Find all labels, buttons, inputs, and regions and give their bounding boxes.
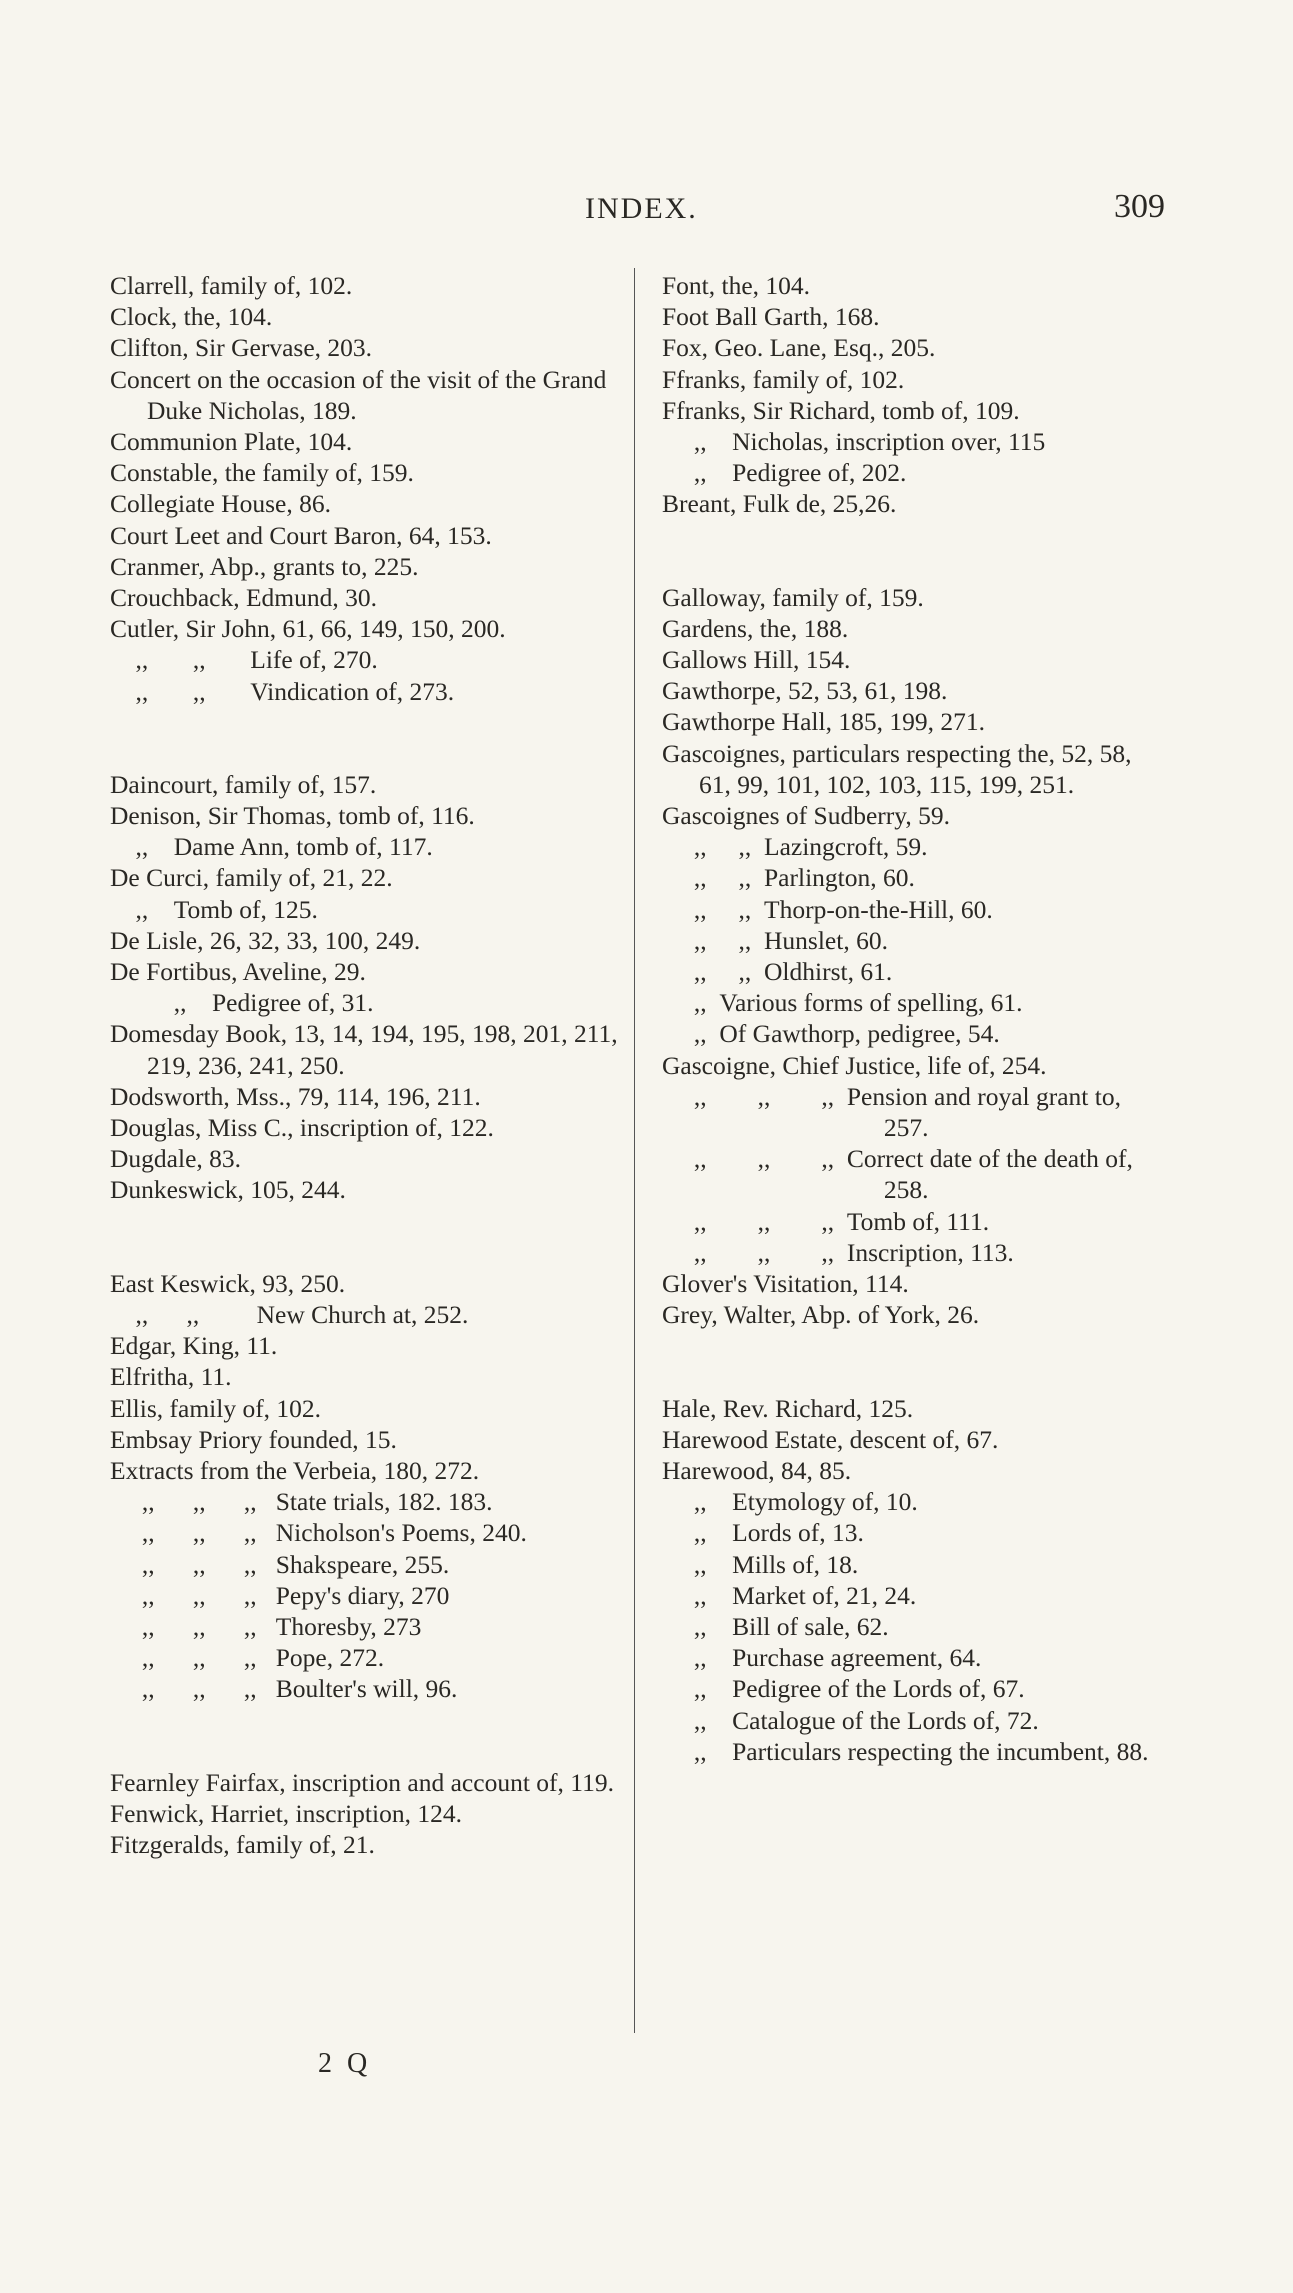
index-entry: Cutler, Sir John, 61, 66, 149, 150, 200. (110, 614, 506, 644)
index-entry (662, 987, 1162, 1018)
entry-text: Particulars respecting the incumbent, 88. (732, 1736, 1149, 1766)
index-entry (110, 1549, 625, 1580)
signature-mark: 2 Q (318, 2048, 372, 2079)
ditto-marks: ,, (110, 894, 174, 924)
ditto-marks: ,, (662, 427, 733, 457)
index-entry: Embsay Priory founded, 15. (110, 1424, 397, 1454)
index-entry: Gawthorpe, 52, 53, 61, 198. (662, 676, 948, 706)
index-entry (662, 1705, 1162, 1736)
index-entry: Hale, Rev. Richard, 125. (662, 1393, 914, 1423)
entry-text: Mills of, 18. (732, 1549, 859, 1579)
index-entry: Court Leet and Court Baron, 64, 153. (110, 520, 492, 550)
entry-text: New Church at, 252. (256, 1299, 469, 1329)
index-entry: De Curci, family of, 21, 22. (110, 863, 393, 893)
index-entry (662, 1611, 1162, 1642)
index-entry: Fitzgeralds, family of, 21. (110, 1829, 375, 1859)
index-entry (662, 1549, 1162, 1580)
ditto-marks: ,, (662, 1674, 733, 1704)
entry-text: Catalogue of the Lords of, 72. (732, 1705, 1039, 1735)
page-title: INDEX. (585, 192, 698, 225)
index-entry (110, 1517, 625, 1548)
entry-text: Of Gawthorp, pedigree, 54. (719, 1019, 1000, 1049)
section-gap (662, 520, 1162, 582)
index-entry: East Keswick, 93, 250. (110, 1268, 346, 1298)
ditto-marks: ,, ,, (110, 645, 251, 675)
ditto-marks: ,, (662, 1518, 733, 1548)
index-entry: Fenwick, Harriet, inscription, 124. (110, 1798, 462, 1828)
section-gap (110, 1206, 625, 1268)
index-entry (662, 1143, 1162, 1205)
ditto-marks: ,, ,, ,, (110, 1580, 276, 1610)
index-entry (110, 894, 625, 925)
ditto-marks: ,, ,, ,, (110, 1611, 276, 1641)
index-entry (662, 956, 1162, 987)
index-entry: Galloway, family of, 159. (662, 582, 924, 612)
ditto-marks: ,, (662, 1736, 733, 1766)
index-entry: Breant, Fulk de, 25,26. (662, 489, 897, 519)
entry-text: Pedigree of, 202. (732, 458, 907, 488)
entry-text: Various forms of spelling, 61. (719, 988, 1023, 1018)
index-entry: Dodsworth, Mss., 79, 114, 196, 211. (110, 1081, 481, 1111)
index-entry (662, 1580, 1162, 1611)
ditto-marks: ,, (662, 1611, 733, 1641)
index-entry (662, 831, 1162, 862)
index-entry: Gardens, the, 188. (662, 613, 849, 643)
index-entry: Clarrell, family of, 102. (110, 271, 353, 300)
ditto-marks: ,, ,, (662, 863, 764, 893)
ditto-marks: ,, ,, (662, 894, 764, 924)
ditto-marks: ,, (662, 1643, 733, 1673)
entry-text: Correct date of the death of, 258. (846, 1144, 1133, 1205)
index-entry: Elfritha, 11. (110, 1362, 232, 1392)
entry-text: Purchase agreement, 64. (732, 1643, 982, 1673)
entry-text: Etymology of, 10. (732, 1487, 918, 1517)
ditto-marks: ,, ,, (110, 1299, 257, 1329)
ditto-marks: ,, ,, ,, (662, 1206, 847, 1236)
index-entry: Daincourt, family of, 157. (110, 769, 377, 799)
index-entry (662, 925, 1162, 956)
ditto-marks: ,, (662, 1549, 733, 1579)
page-header (110, 188, 1165, 232)
entry-text: Thoresby, 273 (275, 1611, 422, 1641)
index-entry: Cranmer, Abp., grants to, 225. (110, 551, 419, 581)
index-entry: Ellis, family of, 102. (110, 1393, 322, 1423)
index-entry: Dunkeswick, 105, 244. (110, 1175, 346, 1205)
index-entry: Gawthorpe Hall, 185, 199, 271. (662, 707, 985, 737)
index-column-left (110, 270, 625, 1860)
index-entry: Domesday Book, 13, 14, 194, 195, 198, 201, 211, 219, 236, 241, 250. (110, 1019, 618, 1080)
entry-text: Lazingcroft, 59. (764, 832, 928, 862)
entry-text: Hunslet, 60. (764, 925, 888, 955)
index-entry: Gascoigne, Chief Justice, life of, 254. (662, 1050, 1047, 1080)
entry-text: Thorp-on-the-Hill, 60. (764, 894, 993, 924)
index-entry: Crouchback, Edmund, 30. (110, 583, 377, 613)
index-entry (662, 1736, 1162, 1767)
index-entry: Glover's Visitation, 114. (662, 1269, 909, 1299)
entry-text: Pedigree of, 31. (212, 988, 374, 1018)
entry-text: Market of, 21, 24. (732, 1580, 917, 1610)
ditto-marks: ,, ,, ,, (662, 1237, 847, 1267)
index-entry (110, 1486, 625, 1517)
index-entry: Foot Ball Garth, 168. (662, 302, 880, 332)
index-entry: Communion Plate, 104. (110, 427, 353, 457)
index-entry: Dugdale, 83. (110, 1144, 242, 1174)
section-gap (110, 707, 625, 769)
column-divider (634, 268, 635, 2033)
index-entry: Ffranks, family of, 102. (662, 364, 905, 394)
index-entry: Denison, Sir Thomas, tomb of, 116. (110, 801, 475, 831)
ditto-marks: ,, ,, (662, 925, 764, 955)
entry-text: Oldhirst, 61. (764, 957, 893, 987)
ditto-marks: ,, ,, ,, (662, 1081, 847, 1111)
index-column-right (662, 270, 1162, 1767)
index-entry (662, 1237, 1162, 1268)
index-entry: Collegiate House, 86. (110, 489, 331, 519)
entry-text: Dame Ann, tomb of, 117. (173, 832, 433, 862)
index-entry (110, 1642, 625, 1673)
index-entry: Grey, Walter, Abp. of York, 26. (662, 1300, 980, 1330)
index-entry: Extracts from the Verbeia, 180, 272. (110, 1455, 480, 1485)
entry-text: Lords of, 13. (732, 1518, 864, 1548)
index-entry: Douglas, Miss C., inscription of, 122. (110, 1113, 494, 1143)
ditto-marks: ,, ,, (662, 832, 764, 862)
entry-text: Parlington, 60. (764, 863, 915, 893)
index-entry (662, 457, 1162, 488)
ditto-marks: ,, ,, (110, 676, 251, 706)
index-entry: Clock, the, 104. (110, 302, 273, 332)
ditto-marks: ,, (662, 1019, 720, 1049)
entry-text: Pope, 272. (275, 1643, 385, 1673)
entry-text: Pedigree of the Lords of, 67. (732, 1674, 1025, 1704)
index-entry: Fox, Geo. Lane, Esq., 205. (662, 333, 936, 363)
ditto-marks: ,, (662, 1580, 733, 1610)
section-gap (662, 1331, 1162, 1393)
index-entry (110, 1673, 625, 1704)
entry-text: State trials, 182. 183. (275, 1487, 493, 1517)
index-entry (110, 987, 625, 1018)
index-entry: Font, the, 104. (662, 271, 811, 300)
index-entry: Gallows Hill, 154. (662, 645, 851, 675)
index-entry (110, 644, 625, 675)
index-entry (110, 1611, 625, 1642)
ditto-marks: ,, ,, ,, (110, 1549, 276, 1579)
index-entry: Clifton, Sir Gervase, 203. (110, 333, 373, 363)
ditto-marks: ,, (662, 1705, 733, 1735)
index-entry (662, 1206, 1162, 1237)
page-number: 309 (1114, 188, 1165, 225)
index-entry (110, 676, 625, 707)
index-entry (662, 1517, 1162, 1548)
entry-text: Bill of sale, 62. (732, 1611, 889, 1641)
ditto-marks: ,, ,, ,, (110, 1518, 276, 1548)
index-entry (110, 831, 625, 862)
entry-text: Tomb of, 125. (173, 894, 318, 924)
index-entry (662, 1673, 1162, 1704)
index-entry: Concert on the occasion of the visit of the Grand Duke Nicholas, 189. (110, 364, 607, 425)
ditto-marks: ,, (110, 988, 212, 1018)
entry-text: Nicholas, inscription over, 115 (732, 427, 1046, 457)
index-entry: Edgar, King, 11. (110, 1331, 278, 1361)
index-entry (662, 1081, 1162, 1143)
index-entry: Ffranks, Sir Richard, tomb of, 109. (662, 395, 1020, 425)
entry-text: Life of, 270. (250, 645, 378, 675)
index-entry: Fearnley Fairfax, inscription and account of, 119. (110, 1767, 614, 1797)
index-entry (110, 1299, 625, 1330)
entry-text: Boulter's will, 96. (275, 1674, 458, 1704)
index-entry (662, 862, 1162, 893)
entry-text: Pepy's diary, 270 (275, 1580, 450, 1610)
ditto-marks: ,, (110, 832, 174, 862)
index-entry: Gascoignes of Sudberry, 59. (662, 801, 950, 831)
index-entry (662, 894, 1162, 925)
index-entry (662, 1642, 1162, 1673)
entry-text: Tomb of, 111. (846, 1206, 990, 1236)
ditto-marks: ,, (662, 1487, 733, 1517)
entry-text: Inscription, 113. (846, 1237, 1014, 1267)
index-entry: De Fortibus, Aveline, 29. (110, 957, 366, 987)
index-entry: Constable, the family of, 159. (110, 458, 414, 488)
section-gap (110, 1705, 625, 1767)
index-entry: Gascoignes, particulars respecting the, 52, 58, 61, 99, 101, 102, 103, 115, 199, 251. (662, 738, 1132, 799)
ditto-marks: ,, (662, 458, 733, 488)
index-entry: Harewood, 84, 85. (662, 1455, 852, 1485)
ditto-marks: ,, ,, ,, (110, 1487, 276, 1517)
ditto-marks: ,, (662, 988, 720, 1018)
ditto-marks: ,, ,, ,, (110, 1674, 276, 1704)
entry-text: Vindication of, 273. (250, 676, 455, 706)
ditto-marks: ,, ,, ,, (110, 1643, 276, 1673)
ditto-marks: ,, ,, ,, (662, 1144, 847, 1174)
index-entry (110, 1580, 625, 1611)
ditto-marks: ,, ,, (662, 957, 764, 987)
index-entry: Harewood Estate, descent of, 67. (662, 1424, 999, 1454)
index-entry (662, 1486, 1162, 1517)
index-entry (662, 426, 1162, 457)
index-entry: De Lisle, 26, 32, 33, 100, 249. (110, 925, 421, 955)
entry-text: Nicholson's Poems, 240. (275, 1518, 527, 1548)
entry-text: Pension and royal grant to, 257. (846, 1081, 1121, 1143)
index-entry (662, 1018, 1162, 1049)
entry-text: Shakspeare, 255. (275, 1549, 450, 1579)
